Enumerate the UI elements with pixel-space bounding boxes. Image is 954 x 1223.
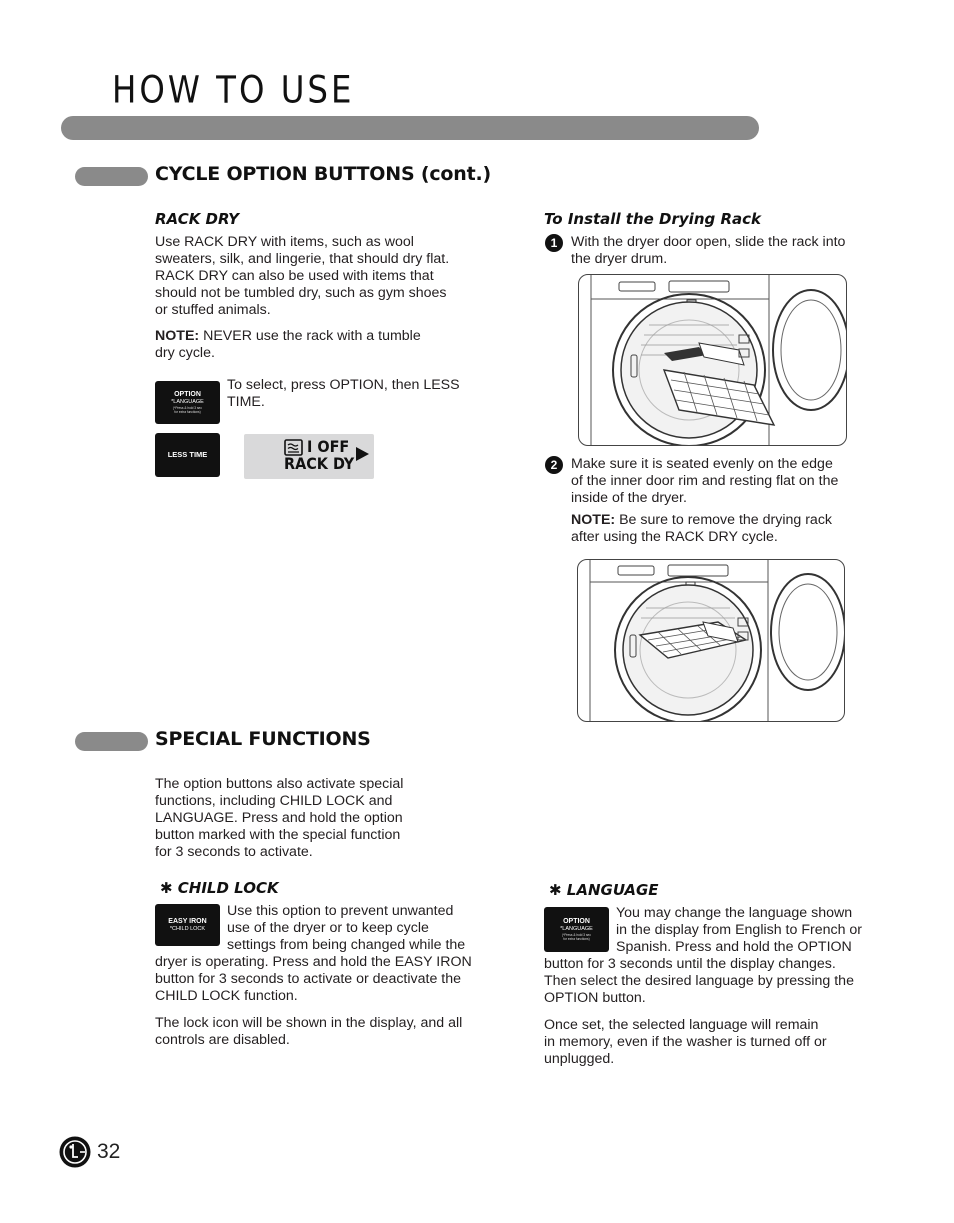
option-button[interactable]: OPTION *LANGUAGE (*Press & hold 3 sec for extra functions) xyxy=(155,381,220,424)
section-marker xyxy=(75,732,148,751)
section-marker xyxy=(75,167,148,186)
page-title: HOW TO USE xyxy=(112,68,355,113)
easy-iron-button[interactable]: EASY IRON *CHILD LOCK xyxy=(155,904,220,946)
child-lock-heading: ✱ CHILD LOCK xyxy=(160,879,279,897)
rack-dry-display xyxy=(244,434,374,479)
language-heading: ✱ LANGUAGE xyxy=(549,881,659,899)
section-heading-cycle-options: CYCLE OPTION BUTTONS (cont.) xyxy=(155,163,491,185)
step-2-badge: 2 xyxy=(545,456,563,474)
child-lock-text-full: dryer is operating. Press and hold the EASY IRON button for 3 seconds to activate or deactivate the CHILD LOCK function. xyxy=(155,954,472,1004)
language-memory-note: Once set, the selected language will remain in memory, even if the washer is turned off or unplugged. xyxy=(544,1017,827,1067)
rack-dry-description: Use RACK DRY with items, such as wool sweaters, silk, and lingerie, that should dry flat. RACK DRY can also be used with items that should not be tumbled dry, such as gym shoes or stuffed animals. xyxy=(155,234,450,318)
rack-dry-note: NOTE: NEVER use the rack with a tumble dry cycle. xyxy=(155,328,421,361)
display-line-2: RACK DY xyxy=(284,454,355,473)
special-functions-intro: The option buttons also activate special functions, including CHILD LOCK and LANGUAGE. Press and hold the option button marked with the special function for 3 seconds to activate. xyxy=(155,776,404,860)
dryer-rack-sliding-illustration xyxy=(578,274,847,446)
language-text-short: You may change the language shown in the display from English to French or Spanish. Press and hold the OPTION xyxy=(616,905,863,955)
dryer-rack-seated-illustration xyxy=(577,559,845,722)
display-line-1: I OFF xyxy=(307,437,350,456)
install-note: NOTE: Be sure to remove the drying rack after using the RACK DRY cycle. xyxy=(571,512,833,545)
less-time-button[interactable]: LESS TIME xyxy=(155,433,220,477)
language-text-full: button for 3 seconds until the display changes. Then select the desired language by pressing the OPTION button. xyxy=(544,956,854,1006)
install-rack-heading: To Install the Drying Rack xyxy=(544,210,762,228)
play-arrow-icon xyxy=(356,447,369,461)
option-language-button[interactable]: OPTION *LANGUAGE (*Press & hold 3 sec for extra functions) xyxy=(544,907,609,952)
child-lock-text-short: Use this option to prevent unwanted use of the dryer or to keep cycle settings from being changed while the xyxy=(227,903,466,953)
title-bar xyxy=(61,116,759,140)
step-1-badge: 1 xyxy=(545,234,563,252)
step-1-text: With the dryer door open, slide the rack into the dryer drum. xyxy=(571,234,846,267)
page-number: 32 xyxy=(97,1140,121,1163)
step-2-text: Make sure it is seated evenly on the edge of the inner door rim and resting flat on the inside of the dryer. xyxy=(571,456,839,506)
child-lock-display-note: The lock icon will be shown in the display, and all controls are disabled. xyxy=(155,1015,463,1048)
section-heading-special-functions: SPECIAL FUNCTIONS xyxy=(155,728,371,750)
rack-dry-heading: RACK DRY xyxy=(155,210,240,228)
lg-logo-icon xyxy=(59,1136,91,1168)
select-instruction: To select, press OPTION, then LESS TIME. xyxy=(227,377,460,410)
